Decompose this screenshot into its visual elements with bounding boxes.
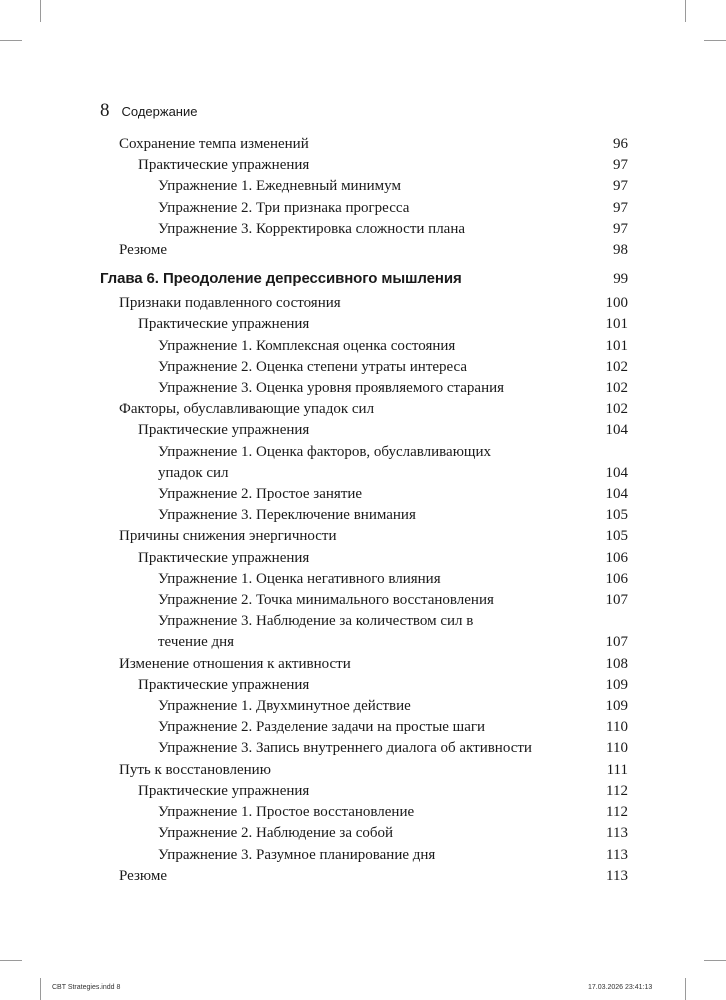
toc-entry-title: Упражнение 3. Наблюдение за количеством сил в течение дня [158,613,474,651]
toc-entry-page: 112 [606,804,628,821]
toc-entry-page: 97 [613,199,628,216]
toc-entry-title: Упражнение 1. Двухминутное действие [158,698,411,715]
toc-entry [100,314,628,335]
toc-entry-page: 113 [606,825,628,842]
toc-entry-page: 107 [605,592,628,609]
toc-entry-page: 105 [605,528,628,545]
toc-entry [100,611,628,653]
toc-entry [100,823,628,844]
toc-entry-title: Упражнение 1. Оценка негативного влияния [158,570,441,587]
toc-entry-page: 110 [606,719,628,736]
toc-entry-page: 112 [606,782,628,799]
toc-entry-title: Резюме [119,242,168,259]
toc-entry-title: Глава 6. Преодоление депрессивного мышления [100,270,462,288]
toc-entry [100,176,628,197]
toc-entry-title: Путь к восстановлению [119,761,271,778]
toc-entry [100,845,628,866]
toc-entry [100,781,628,802]
toc-entry-page: 109 [605,676,628,693]
toc-entry-page: 113 [606,867,628,884]
toc-entry-title: Упражнение 2. Три признака прогресса [158,199,410,216]
toc-entry [100,654,628,675]
toc-entry [100,505,628,526]
toc-entry-title: Упражнение 3. Корректировка сложности плана [158,220,466,237]
toc-entry-page: 96 [613,136,628,152]
toc-entry-title: Упражнение 3. Переключение внимания [158,507,416,524]
toc-entry-title: Практические упражнения [138,549,310,566]
toc-entry-page: 111 [606,761,628,778]
toc-entry [100,240,628,261]
toc-entry-title: Упражнение 1. Оценка факторов, обуславливающих упадок сил [158,443,492,481]
toc-entry [100,336,628,357]
toc-entry-title: Факторы, обуславливающие упадок сил [119,401,375,418]
toc-entry-title: Упражнение 1. Комплексная оценка состояния [158,337,456,354]
footer-file: CBT Strategies.indd 8 [52,984,121,991]
toc-entry-title: Резюме [119,867,168,884]
toc-entry-title: Упражнение 3. Оценка уровня проявляемого старания [158,380,505,397]
toc-entry-page: 104 [605,486,628,503]
toc-entry-title: Причины снижения энергичности [119,528,337,545]
toc-entry-title: Упражнение 2. Простое занятие [158,486,363,503]
toc-entry-title: Практические упражнения [138,316,310,333]
toc-entry-page: 113 [606,846,628,863]
toc-entry [100,420,628,441]
toc-entry-page: 101 [605,337,628,354]
toc-entry [100,399,628,420]
toc-entry [100,219,628,240]
toc-entry [100,675,628,696]
toc-entry [100,590,628,611]
crop-mark [704,40,726,41]
toc-entry [100,293,628,314]
toc-entry-page: 98 [613,242,628,259]
crop-mark [40,978,41,1000]
toc-entry [100,760,628,781]
crop-mark [685,0,686,22]
footer-timestamp: 17.03.2026 23:41:13 [588,984,653,991]
toc-entry [100,717,628,738]
toc-entry-title: Упражнение 2. Точка минимального восстановления [158,592,494,609]
toc-entry-page: 97 [613,178,628,195]
crop-mark [40,0,41,22]
toc-chapter [100,268,628,290]
toc-entry [100,569,628,590]
toc-entry-page: 110 [606,740,628,757]
toc-entry-page: 106 [605,549,628,566]
toc-entry-title: Упражнение 2. Наблюдение за собой [158,825,394,842]
toc-entry [100,738,628,759]
toc-entry [100,548,628,569]
toc-entry-title: Упражнение 2. Разделение задачи на простые шаги [158,719,486,736]
crop-mark [0,960,22,961]
toc-entry-title: Практические упражнения [138,782,310,799]
toc-entry-page: 104 [605,422,628,439]
crop-mark [685,978,686,1000]
toc-entry-page: 109 [605,698,628,715]
toc-entry-title: Сохранение темпа изменений [119,136,309,152]
toc-entry-page: 102 [605,358,628,375]
toc-entry [100,198,628,219]
toc-entry-page: 101 [605,316,628,333]
toc-entry [100,442,628,484]
toc-entry-page: 100 [605,295,628,312]
toc-entry-title: Признаки подавленного состояния [119,295,341,312]
toc-entry-page: 104 [605,464,628,481]
toc-entry-page: 99 [613,271,628,288]
toc-entry-title: Упражнение 3. Разумное планирование дня [158,846,436,863]
toc-entry-title: Изменение отношения к активности [119,655,351,672]
toc-entry-page: 97 [613,157,628,174]
toc-entry-page: 106 [605,570,628,587]
crop-mark [0,40,22,41]
toc-entry-page: 105 [605,507,628,524]
toc-entry-title: Упражнение 3. Запись внутреннего диалога об активности [158,740,532,757]
toc-entry [100,866,628,887]
toc-entry-title: Упражнение 1. Простое восстановление [158,804,415,821]
running-head [100,100,197,122]
toc-entry-title: Практические упражнения [138,676,310,693]
toc-entry-title: Практические упражнения [138,422,310,439]
toc-entry [100,526,628,547]
toc-entry-page: 102 [605,380,628,397]
crop-mark [704,960,726,961]
toc-entry-page: 108 [605,655,628,672]
toc-entry [100,802,628,823]
page-number: 8 [100,100,110,121]
toc-entry [100,378,628,399]
toc-entry [100,696,628,717]
table-of-contents [100,134,628,887]
toc-entry [100,357,628,378]
toc-entry [100,134,628,155]
toc-entry-title: Упражнение 1. Ежедневный минимум [158,178,401,195]
toc-entry [100,155,628,176]
toc-entry-title: Упражнение 2. Оценка степени утраты интереса [158,358,468,375]
toc-entry [100,484,628,505]
toc-entry-page: 97 [613,220,628,237]
section-title: Содержание [121,104,198,119]
toc-entry-page: 107 [605,634,628,651]
toc-entry-title: Практические упражнения [138,157,310,174]
toc-entry-page: 102 [605,401,628,418]
